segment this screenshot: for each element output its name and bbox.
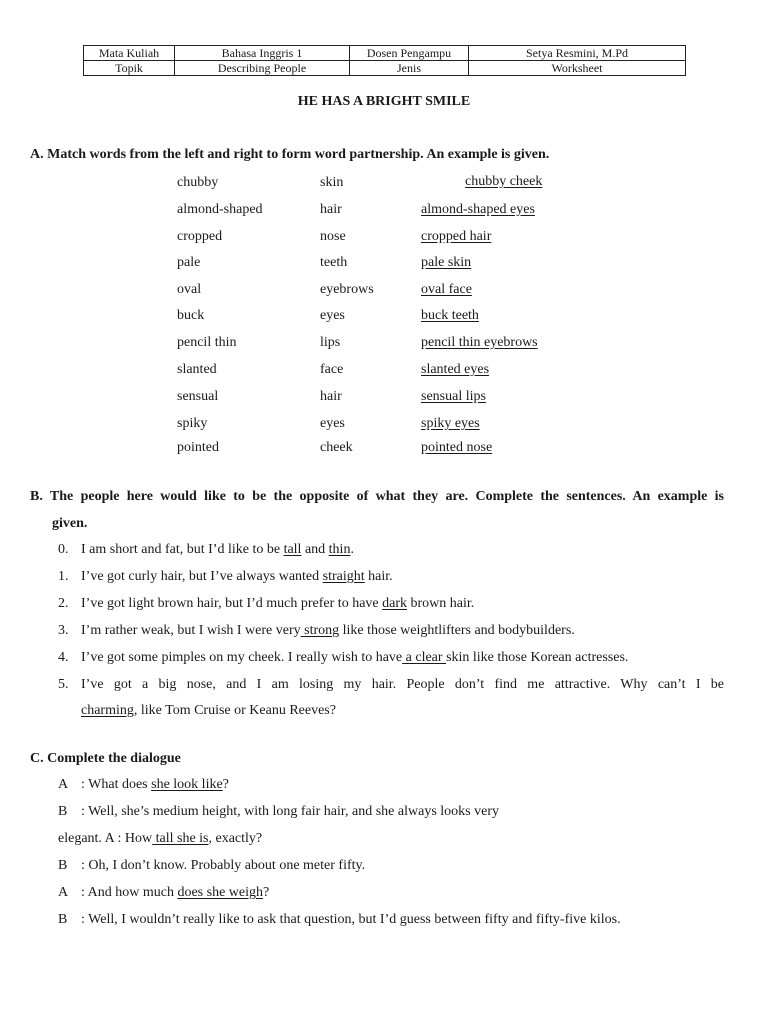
header-cell-type-label: Jenis (350, 61, 469, 76)
middle-word: lips (320, 335, 341, 350)
header-cell-course-label: Mata Kuliah (84, 46, 175, 61)
header-cell-lecturer-label: Dosen Pengampu (350, 46, 469, 61)
left-word: pencil thin (177, 335, 237, 350)
item-number: 2. (58, 596, 69, 611)
dialogue-text: elegant. A : How (58, 831, 153, 846)
answer-blank: tall she is (152, 831, 209, 846)
sentence-text: hair. (364, 569, 393, 584)
dialogue-text: : Well, I wouldn’t really like to ask that question, but I’d guess between fifty and fifty-five kilos. (81, 912, 621, 927)
sentence-text: I’m rather weak, but I wish I were very (81, 623, 301, 638)
section-c-heading: C. Complete the dialogue (30, 751, 181, 766)
sentence-text: I’ve got light brown hair, but I’d much prefer to have (81, 596, 383, 611)
answer-word: oval face (421, 282, 472, 297)
sentence-text: skin like those Korean actresses. (446, 650, 629, 665)
sentence-text: I am short and fat, but I’d like to be (81, 542, 284, 557)
left-word: buck (177, 308, 205, 323)
speaker-label: B (58, 804, 68, 819)
answer-word: pale skin (421, 255, 472, 270)
header-row (84, 61, 686, 76)
left-word: pale (177, 255, 201, 270)
sentence-item (81, 542, 354, 558)
answer-word: buck teeth (421, 308, 479, 323)
speaker-label: B (58, 912, 68, 927)
item-number: 5. (58, 677, 69, 692)
sentence-text: I’ve got curly hair, but I’ve always wanted (81, 569, 323, 584)
left-word: sensual (177, 389, 219, 404)
header-cell-topic-label: Topik (84, 61, 175, 76)
answer-blank: dark (382, 596, 408, 611)
middle-word: eyes (320, 416, 345, 431)
answer-blank: tall (283, 542, 302, 557)
answer-blank: does she weigh (177, 885, 263, 900)
dialogue-text: ? (222, 777, 229, 792)
sentence-text: , like Tom Cruise or Keanu Reeves? (133, 703, 336, 718)
dialogue-text: : What does (81, 777, 152, 792)
item-number: 1. (58, 569, 69, 584)
sentence-text: I’ve got a big nose, and I am losing my hair. People don’t find me attractive. Why can’t I be (81, 677, 724, 692)
dialogue-line (58, 831, 262, 847)
middle-word: eyebrows (320, 282, 374, 297)
left-word: pointed (177, 440, 219, 455)
dialogue-text: : Oh, I don’t know. Probably about one meter fifty. (81, 858, 366, 873)
middle-word: hair (320, 389, 342, 404)
section-b-heading-cont: given. (52, 516, 88, 531)
left-word: slanted (177, 362, 217, 377)
page-title: HE HAS A BRIGHT SMILE (297, 94, 471, 109)
item-number: 4. (58, 650, 69, 665)
answer-blank: strong (300, 623, 340, 638)
answer-word: pointed nose (421, 440, 493, 455)
dialogue-text: : Well, she’s medium height, with long fair hair, and she always looks very (81, 804, 499, 819)
dialogue-text: : And how much (81, 885, 178, 900)
dialogue-line (81, 858, 365, 874)
header-row (84, 46, 686, 61)
middle-word: skin (320, 175, 344, 190)
header-info-table (83, 45, 686, 76)
answer-blank: a clear (402, 650, 447, 665)
dialogue-line (81, 912, 621, 928)
left-word: almond-shaped (177, 202, 263, 217)
left-word: spiky (177, 416, 208, 431)
item-number: 3. (58, 623, 69, 638)
sentence-text: . (350, 542, 354, 557)
speaker-label: A (58, 885, 69, 900)
answer-word: chubby cheek (465, 174, 543, 189)
header-cell-course-value: Bahasa Inggris 1 (175, 46, 350, 61)
answer-word: sensual lips (421, 389, 486, 404)
answer-blank: thin (328, 542, 351, 557)
left-word: chubby (177, 175, 219, 190)
answer-word: pencil thin eyebrows (421, 335, 538, 350)
sentence-item (81, 596, 474, 612)
dialogue-line (81, 777, 229, 793)
answer-blank: charming (81, 703, 134, 718)
item-number: 0. (58, 542, 69, 557)
answer-word: cropped hair (421, 229, 492, 244)
answer-blank: she look like (151, 777, 223, 792)
sentence-text: and (301, 542, 329, 557)
middle-word: eyes (320, 308, 345, 323)
left-word: oval (177, 282, 202, 297)
sentence-item (81, 569, 393, 585)
answer-blank: straight (322, 569, 365, 584)
answer-word: almond-shaped eyes (421, 202, 535, 217)
speaker-label: B (58, 858, 68, 873)
sentence-text: like those weightlifters and bodybuilders. (339, 623, 575, 638)
sentence-text: brown hair. (407, 596, 475, 611)
middle-word: hair (320, 202, 342, 217)
sentence-item (81, 650, 628, 666)
middle-word: face (320, 362, 344, 377)
sentence-item (81, 623, 575, 639)
header-cell-type-value: Worksheet (469, 61, 686, 76)
dialogue-text: ? (263, 885, 270, 900)
speaker-label: A (58, 777, 69, 792)
middle-word: nose (320, 229, 346, 244)
header-cell-topic-value: Describing People (175, 61, 350, 76)
answer-word: spiky eyes (421, 416, 480, 431)
section-b-heading: B. The people here would like to be the opposite of what they are. Complete the sentences. An example is (30, 489, 724, 504)
sentence-text: I’ve got some pimples on my cheek. I really wish to have (81, 650, 403, 665)
dialogue-line (81, 804, 499, 820)
answer-word: slanted eyes (421, 362, 490, 377)
sentence-item (81, 703, 336, 719)
left-word: cropped (177, 229, 223, 244)
dialogue-line (81, 885, 269, 901)
header-cell-lecturer-value: Setya Resmini, M.Pd (469, 46, 686, 61)
middle-word: teeth (320, 255, 348, 270)
section-a-heading: A. Match words from the left and right to form word partnership. An example is given. (30, 147, 550, 162)
middle-word: cheek (320, 440, 353, 455)
dialogue-text: , exactly? (208, 831, 263, 846)
